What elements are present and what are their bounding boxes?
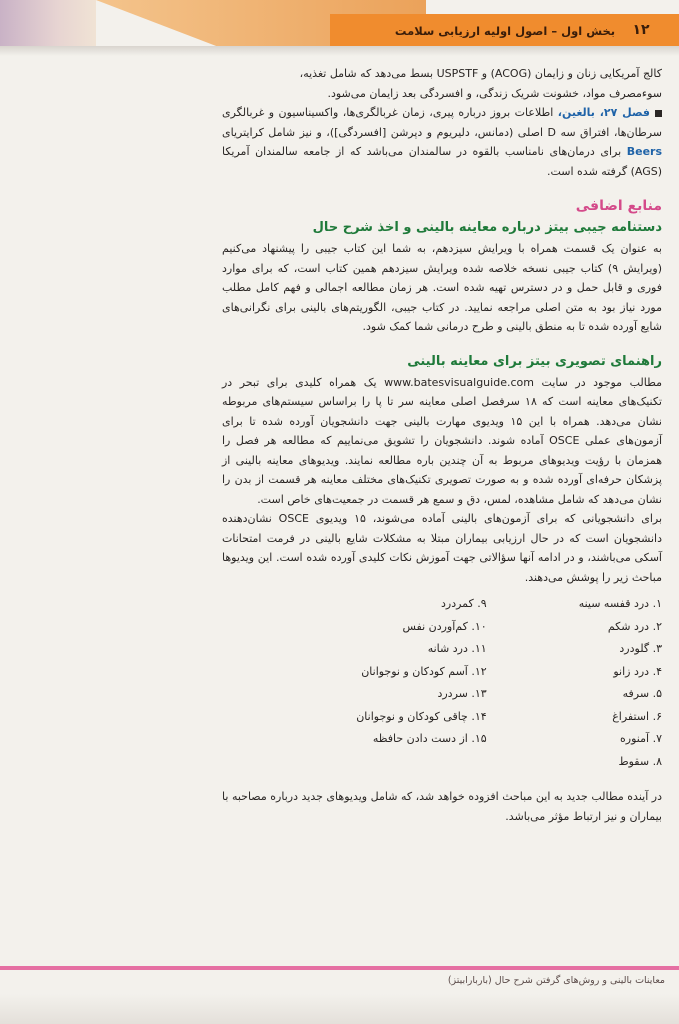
list-item: ۴. درد زانو	[613, 664, 662, 678]
additional-resources-heading: منابع اضافی	[575, 198, 662, 214]
chapter-27-line2: غربالگری سرطان‌ها، افتراق سه D اصلی (دمانس، دلیریوم و دپرشن [افسردگی])، و	[222, 106, 662, 139]
paragraph-acog	[222, 64, 662, 103]
paragraph-acog-line1: کالج آمریکایی زنان و زایمان (ACOG) و USPSTF بسط می‌دهد که شامل تغذیه،	[299, 67, 662, 80]
chapter-27-line4: جامعه سالمندان آمریکا (AGS) گرفته شده است.	[222, 145, 662, 178]
header-left-band	[0, 0, 96, 48]
list-item: ۱۱. درد شانه	[427, 642, 487, 655]
page-number: ۱۲	[632, 22, 650, 38]
header-title: بخش اول – اصول اولیه ارزیابی سلامت	[394, 24, 616, 38]
footer-divider	[0, 966, 679, 970]
list-item: ۱۰. کم‌آوردن نفس	[402, 619, 487, 633]
pocket-guide-text: به عنوان یک قسمت همراه با ویرایش سیزدهم، به شما این کتاب جیبی را پیشنهاد می‌کنیم (ویرایش ۹) کتاب جیبی نسخه خلاصه شده ویرایش سیزدهم همین کتاب است، که برای موارد فوری و قابل حمل و در دسترس تهیه شده است. هر زمان مطالعه اجمالی و فهم کامل مطلب مورد نیاز بود به متن اصلی مراجعه نمایید. در کتاب جیبی، الگوریتم‌های بالینی برای نگرانی‌های شایع آورده شده تا به منطق بالینی و طرح درمانی شما کمک شود.	[222, 242, 662, 333]
bottom-shade	[0, 994, 679, 1024]
beers-criteria-term: Beers	[626, 145, 662, 158]
spacer	[222, 337, 662, 351]
list-item: ۱. درد قفسه سینه	[578, 597, 662, 610]
list-item: ۹. کمردرد	[440, 597, 487, 610]
list-item: ۱۳. سردرد	[437, 687, 487, 700]
osce-topics-list	[222, 593, 662, 773]
list-item: ۲. درد شکم	[607, 619, 662, 633]
chapter-27-reference: فصل ۲۷، بالغین،	[557, 106, 650, 119]
list-item: ۱۵. از دست دادن حافظه	[372, 732, 487, 745]
chapter-27-line1: اطلاعات بروز درباره پیری، زمان غربالگری‌ها، واکسیناسیون و	[268, 106, 558, 119]
paragraph-acog-line2: سوءمصرف مواد، خشونت شریک زندگی، و افسردگی بعد زایمان می‌شود.	[327, 86, 662, 100]
list-item: ۷. آمنوره	[620, 732, 662, 745]
list-item: ۸. سقوط	[618, 754, 662, 768]
closing-text: در آینده مطالب جدید به این مباحث افزوده خواهد شد، که شامل ویدیوهای جدید درباره مصاحبه با بیماران و نیز ارتباط مؤثر می‌باشد.	[222, 790, 662, 823]
list-item: ۱۲. آسم کودکان و نوجوانان	[361, 664, 487, 678]
footer-book-title: معاینات بالینی و روش‌های گرفتن شرح حال (باربارابیتز)	[447, 975, 665, 986]
page-content	[222, 64, 662, 826]
visual-guide-text: مطالب موجود در سایت www.batesvisualguide.com یک همراه کلیدی برای تبحر در تکنیک‌های معاینه است که ۱۸ سرفصل اصلی معاینه سر تا پا را براساس سیستم‌های مربوطه نشان می‌دهد. همراه با این ۱۵ ویدیوی مهارت بالینی جهت دانشجویان آورده شده تا برای آزمون‌های عملی OSCE آماده شوند. دانشجویان را تشویق می‌نماییم که مطالعه هر فصل را همزمان با رؤیت ویدیوهای مربوط به آن چندین باره مطالعه نمایند. ویدیوهای معاینه بالینی از پزشکان حرفه‌ای آورده شده و به صورت تصویری تکنیک‌های مختلف معاینه هر قسمت از بدن را نشان می‌دهد که شامل مشاهده، لمس، دق و سمع هر قسمت در جمعیت‌های خاص است.	[222, 375, 662, 506]
list-item: ۵. سرفه	[622, 687, 662, 700]
square-bullet-icon	[655, 110, 662, 117]
list-item: ۳. گلودرد	[619, 642, 662, 655]
spacer	[222, 181, 662, 195]
chapter-27-line3-start: نیز شامل کرایتریای	[222, 125, 313, 139]
visual-guide-title: راهنمای تصویری بیتز برای معاینه بالینی	[407, 353, 662, 369]
list-item: ۶. استفراغ	[612, 709, 662, 723]
list-item: ۱۴. چاقی کودکان و نوجوانان	[356, 709, 487, 723]
spacer	[222, 773, 662, 787]
osce-topics-column-2	[356, 593, 486, 773]
osce-topics-column-1	[579, 593, 662, 773]
header-shadow	[0, 46, 679, 56]
osce-videos-text: برای دانشجویانی که برای آزمون‌های بالینی آماده می‌شوند، ۱۵ ویدیوی OSCE نشان‌دهنده دانشجویان است که در حال ارزیابی بیماران مبتلا به مشکلات شایع بالینی در فرمت امتحانات آسکی می‌باشند، و در ادامه آنها سؤالاتی جهت آموزش نکات کلیدی آورده شده است. این ویدیوها مباحث زیر را پوشش می‌دهند.	[222, 512, 663, 584]
pocket-guide-title: دستنامه جیبی بیتز درباره معاینه بالینی و اخذ شرح حال	[312, 220, 662, 235]
paragraph-chapter-27	[222, 103, 662, 181]
chapter-27-line3-end: برای درمان‌های نامناسب بالقوه در سالمندان می‌باشد که از	[336, 145, 627, 158]
